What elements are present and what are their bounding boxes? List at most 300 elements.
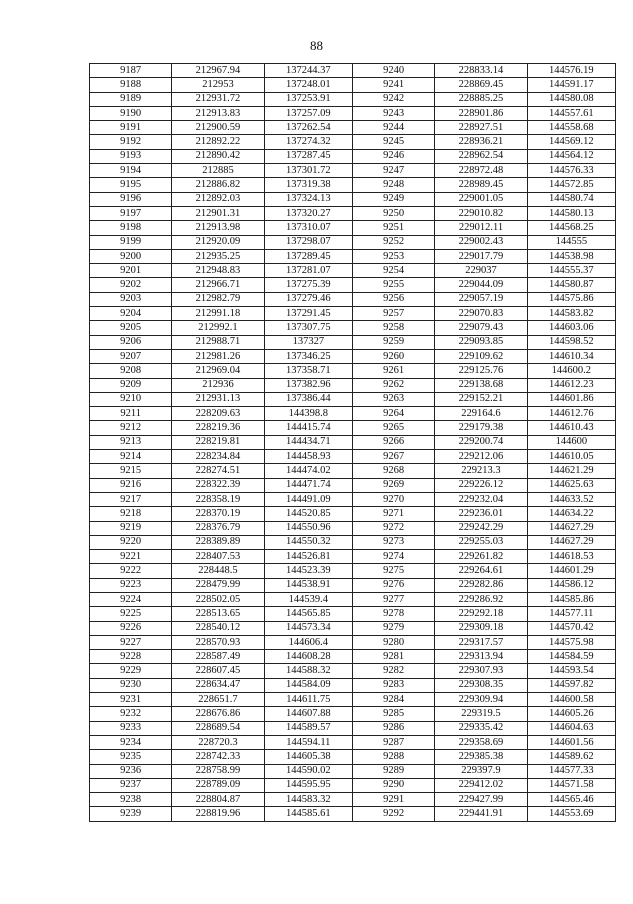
point-id-cell: 9256 xyxy=(352,292,434,306)
y-coordinate-cell: 137289.45 xyxy=(264,249,352,263)
point-id-cell: 9201 xyxy=(90,264,172,278)
y-coordinate-cell: 137291.45 xyxy=(264,307,352,321)
point-id-cell: 9272 xyxy=(352,521,434,535)
y-coordinate-cell: 144627.29 xyxy=(527,535,615,549)
y-coordinate-cell: 144572.85 xyxy=(527,178,615,192)
y-coordinate-cell: 144610.05 xyxy=(527,450,615,464)
point-id-cell: 9231 xyxy=(90,693,172,707)
x-coordinate-cell: 229079.43 xyxy=(435,321,527,335)
y-coordinate-cell: 144576.33 xyxy=(527,164,615,178)
x-coordinate-cell: 228927.51 xyxy=(435,121,527,135)
x-coordinate-cell: 228885.25 xyxy=(435,92,527,106)
table-row xyxy=(90,750,616,764)
y-coordinate-cell: 144612.76 xyxy=(527,407,615,421)
point-id-cell: 9263 xyxy=(352,392,434,406)
table-row xyxy=(90,450,616,464)
table-row xyxy=(90,478,616,492)
y-coordinate-cell: 144618.53 xyxy=(527,550,615,564)
y-coordinate-cell: 144550.32 xyxy=(264,535,352,549)
y-coordinate-cell: 144577.33 xyxy=(527,764,615,778)
x-coordinate-cell: 228989.45 xyxy=(435,178,527,192)
table-row xyxy=(90,807,616,821)
y-coordinate-cell: 144607.88 xyxy=(264,707,352,721)
x-coordinate-cell: 228676.86 xyxy=(172,707,264,721)
point-id-cell: 9277 xyxy=(352,592,434,606)
point-id-cell: 9194 xyxy=(90,164,172,178)
x-coordinate-cell: 229236.01 xyxy=(435,507,527,521)
y-coordinate-cell: 144600.2 xyxy=(527,364,615,378)
x-coordinate-cell: 212931.13 xyxy=(172,392,264,406)
x-coordinate-cell: 229037 xyxy=(435,264,527,278)
y-coordinate-cell: 144591.17 xyxy=(527,78,615,92)
y-coordinate-cell: 144598.52 xyxy=(527,335,615,349)
table-row xyxy=(90,392,616,406)
x-coordinate-cell: 228540.12 xyxy=(172,621,264,635)
x-coordinate-cell: 229164.6 xyxy=(435,407,527,421)
x-coordinate-cell: 229012.11 xyxy=(435,221,527,235)
x-coordinate-cell: 229319.5 xyxy=(435,707,527,721)
y-coordinate-cell: 144398.8 xyxy=(264,407,352,421)
y-coordinate-cell: 144601.29 xyxy=(527,564,615,578)
x-coordinate-cell: 212992.1 xyxy=(172,321,264,335)
y-coordinate-cell: 144601.86 xyxy=(527,392,615,406)
y-coordinate-cell: 144576.19 xyxy=(527,64,615,78)
x-coordinate-cell: 212981.26 xyxy=(172,349,264,363)
x-coordinate-cell: 229264.61 xyxy=(435,564,527,578)
table-row xyxy=(90,578,616,592)
point-id-cell: 9251 xyxy=(352,221,434,235)
y-coordinate-cell: 144597.82 xyxy=(527,678,615,692)
table-row xyxy=(90,206,616,220)
point-id-cell: 9287 xyxy=(352,735,434,749)
point-id-cell: 9190 xyxy=(90,106,172,120)
point-id-cell: 9286 xyxy=(352,721,434,735)
y-coordinate-cell: 144571.58 xyxy=(527,778,615,792)
y-coordinate-cell: 144612.23 xyxy=(527,378,615,392)
x-coordinate-cell: 212969.04 xyxy=(172,364,264,378)
y-coordinate-cell: 144585.61 xyxy=(264,807,352,821)
point-id-cell: 9278 xyxy=(352,607,434,621)
point-id-cell: 9281 xyxy=(352,650,434,664)
x-coordinate-cell: 212892.22 xyxy=(172,135,264,149)
y-coordinate-cell: 144600.58 xyxy=(527,693,615,707)
x-coordinate-cell: 229109.62 xyxy=(435,349,527,363)
x-coordinate-cell: 229044.09 xyxy=(435,278,527,292)
x-coordinate-cell: 229261.82 xyxy=(435,550,527,564)
y-coordinate-cell: 137324.13 xyxy=(264,192,352,206)
y-coordinate-cell: 144601.56 xyxy=(527,735,615,749)
x-coordinate-cell: 212901.31 xyxy=(172,206,264,220)
x-coordinate-cell: 229179.38 xyxy=(435,421,527,435)
y-coordinate-cell: 144570.42 xyxy=(527,621,615,635)
y-coordinate-cell: 144569.12 xyxy=(527,135,615,149)
y-coordinate-cell: 144625.63 xyxy=(527,478,615,492)
x-coordinate-cell: 229308.35 xyxy=(435,678,527,692)
x-coordinate-cell: 228322.39 xyxy=(172,478,264,492)
y-coordinate-cell: 144593.54 xyxy=(527,664,615,678)
x-coordinate-cell: 228209.63 xyxy=(172,407,264,421)
table-row xyxy=(90,678,616,692)
y-coordinate-cell: 144575.86 xyxy=(527,292,615,306)
y-coordinate-cell: 137279.46 xyxy=(264,292,352,306)
table-row xyxy=(90,149,616,163)
x-coordinate-cell: 229152.21 xyxy=(435,392,527,406)
y-coordinate-cell: 144539.4 xyxy=(264,592,352,606)
point-id-cell: 9291 xyxy=(352,793,434,807)
table-row xyxy=(90,349,616,363)
y-coordinate-cell: 144575.98 xyxy=(527,635,615,649)
table-row xyxy=(90,249,616,263)
x-coordinate-cell: 228819.96 xyxy=(172,807,264,821)
point-id-cell: 9192 xyxy=(90,135,172,149)
point-id-cell: 9275 xyxy=(352,564,434,578)
point-id-cell: 9189 xyxy=(90,92,172,106)
table-row xyxy=(90,607,616,621)
table-row xyxy=(90,764,616,778)
table-row xyxy=(90,693,616,707)
x-coordinate-cell: 212900.59 xyxy=(172,121,264,135)
point-id-cell: 9253 xyxy=(352,249,434,263)
y-coordinate-cell: 144595.95 xyxy=(264,778,352,792)
x-coordinate-cell: 229010.82 xyxy=(435,206,527,220)
point-id-cell: 9244 xyxy=(352,121,434,135)
point-id-cell: 9268 xyxy=(352,464,434,478)
x-coordinate-cell: 228789.09 xyxy=(172,778,264,792)
x-coordinate-cell: 229232.04 xyxy=(435,492,527,506)
point-id-cell: 9257 xyxy=(352,307,434,321)
x-coordinate-cell: 229017.79 xyxy=(435,249,527,263)
y-coordinate-cell: 144589.57 xyxy=(264,721,352,735)
table-row xyxy=(90,292,616,306)
table-row xyxy=(90,635,616,649)
y-coordinate-cell: 144633.52 xyxy=(527,492,615,506)
x-coordinate-cell: 228370.19 xyxy=(172,507,264,521)
point-id-cell: 9238 xyxy=(90,793,172,807)
y-coordinate-cell: 144434.71 xyxy=(264,435,352,449)
point-id-cell: 9246 xyxy=(352,149,434,163)
y-coordinate-cell: 144586.12 xyxy=(527,578,615,592)
y-coordinate-cell: 144583.82 xyxy=(527,307,615,321)
point-id-cell: 9241 xyxy=(352,78,434,92)
table-row xyxy=(90,78,616,92)
point-id-cell: 9276 xyxy=(352,578,434,592)
point-id-cell: 9234 xyxy=(90,735,172,749)
x-coordinate-cell: 228502.05 xyxy=(172,592,264,606)
x-coordinate-cell: 212953 xyxy=(172,78,264,92)
x-coordinate-cell: 229212.06 xyxy=(435,450,527,464)
y-coordinate-cell: 144474.02 xyxy=(264,464,352,478)
table-row xyxy=(90,564,616,578)
x-coordinate-cell: 229286.92 xyxy=(435,592,527,606)
table-row xyxy=(90,650,616,664)
table-row xyxy=(90,235,616,249)
point-id-cell: 9273 xyxy=(352,535,434,549)
point-id-cell: 9193 xyxy=(90,149,172,163)
y-coordinate-cell: 144568.25 xyxy=(527,221,615,235)
coordinates-table-body xyxy=(90,64,616,822)
y-coordinate-cell: 137307.75 xyxy=(264,321,352,335)
y-coordinate-cell: 144608.28 xyxy=(264,650,352,664)
point-id-cell: 9210 xyxy=(90,392,172,406)
y-coordinate-cell: 144590.02 xyxy=(264,764,352,778)
x-coordinate-cell: 228448.5 xyxy=(172,564,264,578)
y-coordinate-cell: 144610.43 xyxy=(527,421,615,435)
y-coordinate-cell: 144526.81 xyxy=(264,550,352,564)
x-coordinate-cell: 228869.45 xyxy=(435,78,527,92)
x-coordinate-cell: 229138.68 xyxy=(435,378,527,392)
x-coordinate-cell: 212931.72 xyxy=(172,92,264,106)
point-id-cell: 9284 xyxy=(352,693,434,707)
y-coordinate-cell: 144491.09 xyxy=(264,492,352,506)
table-row xyxy=(90,592,616,606)
y-coordinate-cell: 144588.32 xyxy=(264,664,352,678)
x-coordinate-cell: 228407.53 xyxy=(172,550,264,564)
point-id-cell: 9212 xyxy=(90,421,172,435)
x-coordinate-cell: 228376.79 xyxy=(172,521,264,535)
point-id-cell: 9215 xyxy=(90,464,172,478)
x-coordinate-cell: 229057.19 xyxy=(435,292,527,306)
y-coordinate-cell: 144610.34 xyxy=(527,349,615,363)
y-coordinate-cell: 144580.74 xyxy=(527,192,615,206)
x-coordinate-cell: 229226.12 xyxy=(435,478,527,492)
x-coordinate-cell: 212885 xyxy=(172,164,264,178)
y-coordinate-cell: 144603.06 xyxy=(527,321,615,335)
y-coordinate-cell: 144600 xyxy=(527,435,615,449)
y-coordinate-cell: 137386.44 xyxy=(264,392,352,406)
table-row xyxy=(90,278,616,292)
x-coordinate-cell: 228479.99 xyxy=(172,578,264,592)
point-id-cell: 9227 xyxy=(90,635,172,649)
x-coordinate-cell: 229309.94 xyxy=(435,693,527,707)
x-coordinate-cell: 229093.85 xyxy=(435,335,527,349)
x-coordinate-cell: 228936.21 xyxy=(435,135,527,149)
x-coordinate-cell: 229309.18 xyxy=(435,621,527,635)
point-id-cell: 9283 xyxy=(352,678,434,692)
y-coordinate-cell: 144523.39 xyxy=(264,564,352,578)
point-id-cell: 9270 xyxy=(352,492,434,506)
table-row xyxy=(90,106,616,120)
x-coordinate-cell: 212936 xyxy=(172,378,264,392)
x-coordinate-cell: 229313.94 xyxy=(435,650,527,664)
point-id-cell: 9279 xyxy=(352,621,434,635)
point-id-cell: 9267 xyxy=(352,450,434,464)
x-coordinate-cell: 229292.18 xyxy=(435,607,527,621)
y-coordinate-cell: 144585.86 xyxy=(527,592,615,606)
y-coordinate-cell: 137248.01 xyxy=(264,78,352,92)
y-coordinate-cell: 137281.07 xyxy=(264,264,352,278)
point-id-cell: 9226 xyxy=(90,621,172,635)
point-id-cell: 9235 xyxy=(90,750,172,764)
point-id-cell: 9214 xyxy=(90,450,172,464)
x-coordinate-cell: 228389.89 xyxy=(172,535,264,549)
x-coordinate-cell: 212892.03 xyxy=(172,192,264,206)
x-coordinate-cell: 229412.02 xyxy=(435,778,527,792)
point-id-cell: 9220 xyxy=(90,535,172,549)
x-coordinate-cell: 229001.05 xyxy=(435,192,527,206)
y-coordinate-cell: 137301.72 xyxy=(264,164,352,178)
table-row xyxy=(90,321,616,335)
point-id-cell: 9274 xyxy=(352,550,434,564)
x-coordinate-cell: 228742.33 xyxy=(172,750,264,764)
x-coordinate-cell: 228358.19 xyxy=(172,492,264,506)
x-coordinate-cell: 228972.48 xyxy=(435,164,527,178)
x-coordinate-cell: 229282.86 xyxy=(435,578,527,592)
x-coordinate-cell: 229335.42 xyxy=(435,721,527,735)
y-coordinate-cell: 137320.27 xyxy=(264,206,352,220)
point-id-cell: 9209 xyxy=(90,378,172,392)
point-id-cell: 9191 xyxy=(90,121,172,135)
x-coordinate-cell: 229070.83 xyxy=(435,307,527,321)
x-coordinate-cell: 229397.9 xyxy=(435,764,527,778)
y-coordinate-cell: 137346.25 xyxy=(264,349,352,363)
y-coordinate-cell: 144557.61 xyxy=(527,106,615,120)
table-row xyxy=(90,664,616,678)
x-coordinate-cell: 229307.93 xyxy=(435,664,527,678)
coordinates-table xyxy=(89,63,616,822)
table-row xyxy=(90,364,616,378)
table-row xyxy=(90,307,616,321)
x-coordinate-cell: 212988.71 xyxy=(172,335,264,349)
point-id-cell: 9254 xyxy=(352,264,434,278)
table-row xyxy=(90,164,616,178)
y-coordinate-cell: 144565.85 xyxy=(264,607,352,621)
point-id-cell: 9249 xyxy=(352,192,434,206)
x-coordinate-cell: 228570.93 xyxy=(172,635,264,649)
point-id-cell: 9208 xyxy=(90,364,172,378)
x-coordinate-cell: 229385.38 xyxy=(435,750,527,764)
point-id-cell: 9266 xyxy=(352,435,434,449)
x-coordinate-cell: 229317.57 xyxy=(435,635,527,649)
point-id-cell: 9197 xyxy=(90,206,172,220)
y-coordinate-cell: 137298.07 xyxy=(264,235,352,249)
table-row xyxy=(90,335,616,349)
x-coordinate-cell: 229200.74 xyxy=(435,435,527,449)
point-id-cell: 9219 xyxy=(90,521,172,535)
y-coordinate-cell: 144577.11 xyxy=(527,607,615,621)
point-id-cell: 9290 xyxy=(352,778,434,792)
x-coordinate-cell: 228587.49 xyxy=(172,650,264,664)
y-coordinate-cell: 144580.08 xyxy=(527,92,615,106)
y-coordinate-cell: 137274.32 xyxy=(264,135,352,149)
x-coordinate-cell: 228513.65 xyxy=(172,607,264,621)
x-coordinate-cell: 228219.81 xyxy=(172,435,264,449)
table-row xyxy=(90,221,616,235)
point-id-cell: 9292 xyxy=(352,807,434,821)
y-coordinate-cell: 144538.91 xyxy=(264,578,352,592)
y-coordinate-cell: 137327 xyxy=(264,335,352,349)
x-coordinate-cell: 212967.94 xyxy=(172,64,264,78)
point-id-cell: 9280 xyxy=(352,635,434,649)
point-id-cell: 9239 xyxy=(90,807,172,821)
point-id-cell: 9211 xyxy=(90,407,172,421)
y-coordinate-cell: 144550.96 xyxy=(264,521,352,535)
x-coordinate-cell: 212948.83 xyxy=(172,264,264,278)
point-id-cell: 9205 xyxy=(90,321,172,335)
point-id-cell: 9224 xyxy=(90,592,172,606)
point-id-cell: 9289 xyxy=(352,764,434,778)
y-coordinate-cell: 144471.74 xyxy=(264,478,352,492)
x-coordinate-cell: 228758.99 xyxy=(172,764,264,778)
point-id-cell: 9223 xyxy=(90,578,172,592)
point-id-cell: 9269 xyxy=(352,478,434,492)
x-coordinate-cell: 212913.98 xyxy=(172,221,264,235)
y-coordinate-cell: 144621.29 xyxy=(527,464,615,478)
point-id-cell: 9196 xyxy=(90,192,172,206)
x-coordinate-cell: 229213.3 xyxy=(435,464,527,478)
point-id-cell: 9200 xyxy=(90,249,172,263)
y-coordinate-cell: 144415.74 xyxy=(264,421,352,435)
point-id-cell: 9260 xyxy=(352,349,434,363)
table-row xyxy=(90,264,616,278)
point-id-cell: 9285 xyxy=(352,707,434,721)
point-id-cell: 9232 xyxy=(90,707,172,721)
y-coordinate-cell: 137262.54 xyxy=(264,121,352,135)
x-coordinate-cell: 212966.71 xyxy=(172,278,264,292)
table-row xyxy=(90,550,616,564)
point-id-cell: 9262 xyxy=(352,378,434,392)
point-id-cell: 9259 xyxy=(352,335,434,349)
point-id-cell: 9233 xyxy=(90,721,172,735)
point-id-cell: 9271 xyxy=(352,507,434,521)
x-coordinate-cell: 212920.09 xyxy=(172,235,264,249)
y-coordinate-cell: 144580.87 xyxy=(527,278,615,292)
point-id-cell: 9288 xyxy=(352,750,434,764)
point-id-cell: 9264 xyxy=(352,407,434,421)
y-coordinate-cell: 137257.09 xyxy=(264,106,352,120)
table-row xyxy=(90,735,616,749)
y-coordinate-cell: 144594.11 xyxy=(264,735,352,749)
point-id-cell: 9229 xyxy=(90,664,172,678)
x-coordinate-cell: 229441.91 xyxy=(435,807,527,821)
table-row xyxy=(90,535,616,549)
y-coordinate-cell: 144565.46 xyxy=(527,793,615,807)
x-coordinate-cell: 229255.03 xyxy=(435,535,527,549)
table-row xyxy=(90,435,616,449)
x-coordinate-cell: 228962.54 xyxy=(435,149,527,163)
point-id-cell: 9187 xyxy=(90,64,172,78)
point-id-cell: 9250 xyxy=(352,206,434,220)
x-coordinate-cell: 229358.69 xyxy=(435,735,527,749)
point-id-cell: 9195 xyxy=(90,178,172,192)
y-coordinate-cell: 144573.34 xyxy=(264,621,352,635)
point-id-cell: 9240 xyxy=(352,64,434,78)
point-id-cell: 9282 xyxy=(352,664,434,678)
x-coordinate-cell: 212935.25 xyxy=(172,249,264,263)
y-coordinate-cell: 144553.69 xyxy=(527,807,615,821)
y-coordinate-cell: 137319.38 xyxy=(264,178,352,192)
y-coordinate-cell: 144558.68 xyxy=(527,121,615,135)
table-row xyxy=(90,121,616,135)
point-id-cell: 9245 xyxy=(352,135,434,149)
point-id-cell: 9213 xyxy=(90,435,172,449)
y-coordinate-cell: 144605.26 xyxy=(527,707,615,721)
y-coordinate-cell: 137310.07 xyxy=(264,221,352,235)
point-id-cell: 9222 xyxy=(90,564,172,578)
point-id-cell: 9204 xyxy=(90,307,172,321)
y-coordinate-cell: 137287.45 xyxy=(264,149,352,163)
y-coordinate-cell: 144604.63 xyxy=(527,721,615,735)
y-coordinate-cell: 144583.32 xyxy=(264,793,352,807)
y-coordinate-cell: 144458.93 xyxy=(264,450,352,464)
y-coordinate-cell: 137358.71 xyxy=(264,364,352,378)
table-row xyxy=(90,192,616,206)
x-coordinate-cell: 228234.84 xyxy=(172,450,264,464)
point-id-cell: 9242 xyxy=(352,92,434,106)
x-coordinate-cell: 228901.86 xyxy=(435,106,527,120)
point-id-cell: 9258 xyxy=(352,321,434,335)
point-id-cell: 9236 xyxy=(90,764,172,778)
table-row xyxy=(90,421,616,435)
